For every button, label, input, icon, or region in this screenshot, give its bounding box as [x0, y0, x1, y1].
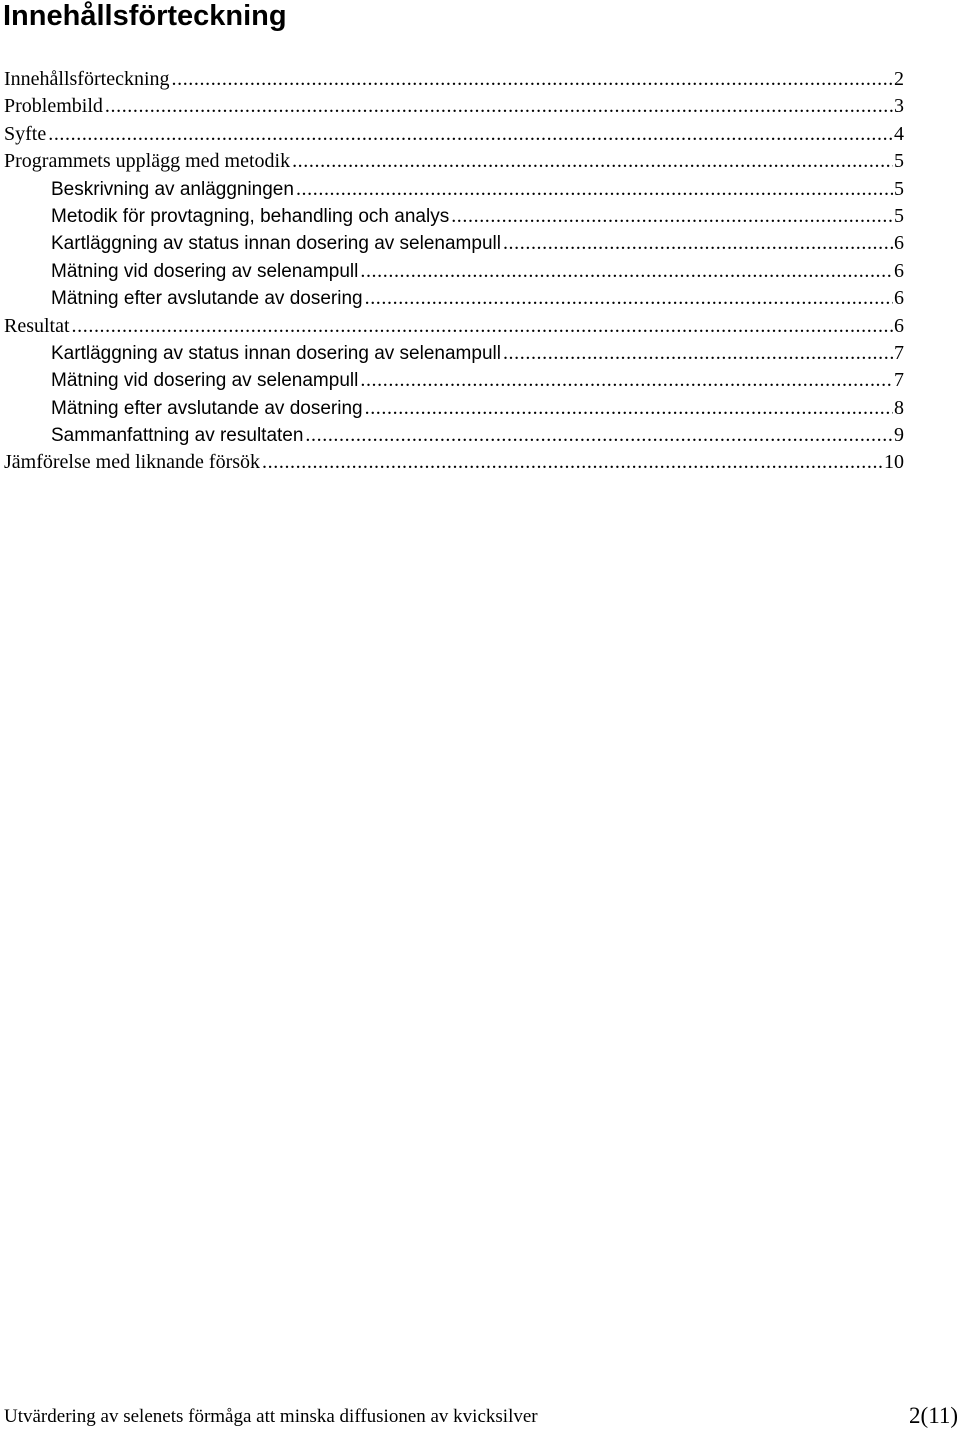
- toc-page-number: 5: [894, 177, 904, 200]
- toc-page-number: 6: [894, 287, 904, 310]
- toc-dot-leader: [503, 230, 893, 257]
- toc-entry[interactable]: [4, 258, 904, 285]
- toc-dot-leader: [503, 340, 893, 367]
- toc-entry[interactable]: [4, 367, 904, 394]
- toc-entry-title[interactable]: Sammanfattning av resultaten: [51, 425, 304, 447]
- toc-entry[interactable]: [4, 285, 904, 312]
- footer-page-number: 2(11): [909, 1403, 958, 1428]
- toc-entry-title[interactable]: Metodik för provtagning, behandling och analys: [51, 205, 450, 227]
- toc-dot-leader: [365, 395, 893, 422]
- toc-entry[interactable]: [4, 230, 904, 257]
- toc-entry[interactable]: [4, 148, 904, 175]
- toc-entry-title[interactable]: Resultat: [4, 314, 70, 337]
- toc-entry-title[interactable]: Problembild: [4, 95, 103, 118]
- toc-entry-title[interactable]: Innehållsförteckning: [4, 68, 170, 90]
- toc-dot-leader: [72, 313, 893, 340]
- toc-entry[interactable]: [4, 121, 904, 148]
- toc-entry[interactable]: [4, 203, 904, 230]
- toc-page-number: 2: [894, 68, 904, 90]
- table-of-contents: [4, 66, 904, 477]
- toc-entry[interactable]: [4, 93, 904, 120]
- toc-page-number: 7: [894, 369, 904, 392]
- toc-dot-leader: [172, 66, 894, 93]
- toc-entry-title[interactable]: Beskrivning av anläggningen: [51, 178, 294, 200]
- toc-dot-leader: [292, 148, 893, 175]
- toc-entry-title[interactable]: Programmets upplägg med metodik: [4, 150, 291, 173]
- toc-dot-leader: [451, 203, 893, 230]
- toc-dot-leader: [360, 367, 893, 394]
- toc-entry-title[interactable]: Syfte: [4, 122, 47, 145]
- toc-page-number: 5: [894, 150, 904, 173]
- toc-page-number: 9: [894, 424, 904, 447]
- toc-dot-leader: [305, 422, 893, 449]
- toc-page-number: 5: [894, 204, 904, 227]
- toc-dot-leader: [262, 449, 883, 476]
- toc-entry-title[interactable]: Kartläggning av status innan dosering av selenampull: [51, 233, 501, 255]
- toc-entry-title[interactable]: Mätning efter avslutande av dosering: [51, 397, 363, 419]
- toc-entry-title[interactable]: Mätning vid dosering av selenampull: [51, 370, 359, 392]
- toc-page-number: 10: [884, 451, 904, 474]
- toc-entry[interactable]: [4, 176, 904, 203]
- toc-dot-leader: [360, 258, 893, 285]
- toc-entry-title[interactable]: Mätning vid dosering av selenampull: [51, 260, 359, 282]
- toc-dot-leader: [48, 121, 893, 148]
- toc-entry[interactable]: [4, 340, 904, 367]
- toc-entry[interactable]: [4, 66, 904, 93]
- toc-entry[interactable]: [4, 313, 904, 340]
- toc-page-number: 6: [894, 232, 904, 255]
- toc-dot-leader: [365, 285, 893, 312]
- toc-page-number: 8: [894, 396, 904, 419]
- toc-dot-leader: [105, 93, 893, 120]
- toc-dot-leader: [296, 176, 893, 203]
- toc-entry[interactable]: [4, 395, 904, 422]
- footer-document-title: Utvärdering av selenets förmåga att minska diffusionen av kvicksilver: [4, 1406, 538, 1427]
- toc-entry-title[interactable]: Jämförelse med liknande försök: [4, 451, 261, 474]
- page-title: Innehållsförteckning: [3, 0, 287, 32]
- toc-page-number: 3: [894, 95, 904, 118]
- toc-page-number: 7: [894, 341, 904, 364]
- toc-page-number: 6: [894, 259, 904, 282]
- toc-entry[interactable]: [4, 422, 904, 449]
- toc-entry-title[interactable]: Kartläggning av status innan dosering av selenampull: [51, 342, 501, 364]
- toc-entry[interactable]: [4, 449, 904, 476]
- toc-page-number: 6: [894, 314, 904, 337]
- toc-entry-title[interactable]: Mätning efter avslutande av dosering: [51, 288, 363, 310]
- toc-page-number: 4: [894, 122, 904, 145]
